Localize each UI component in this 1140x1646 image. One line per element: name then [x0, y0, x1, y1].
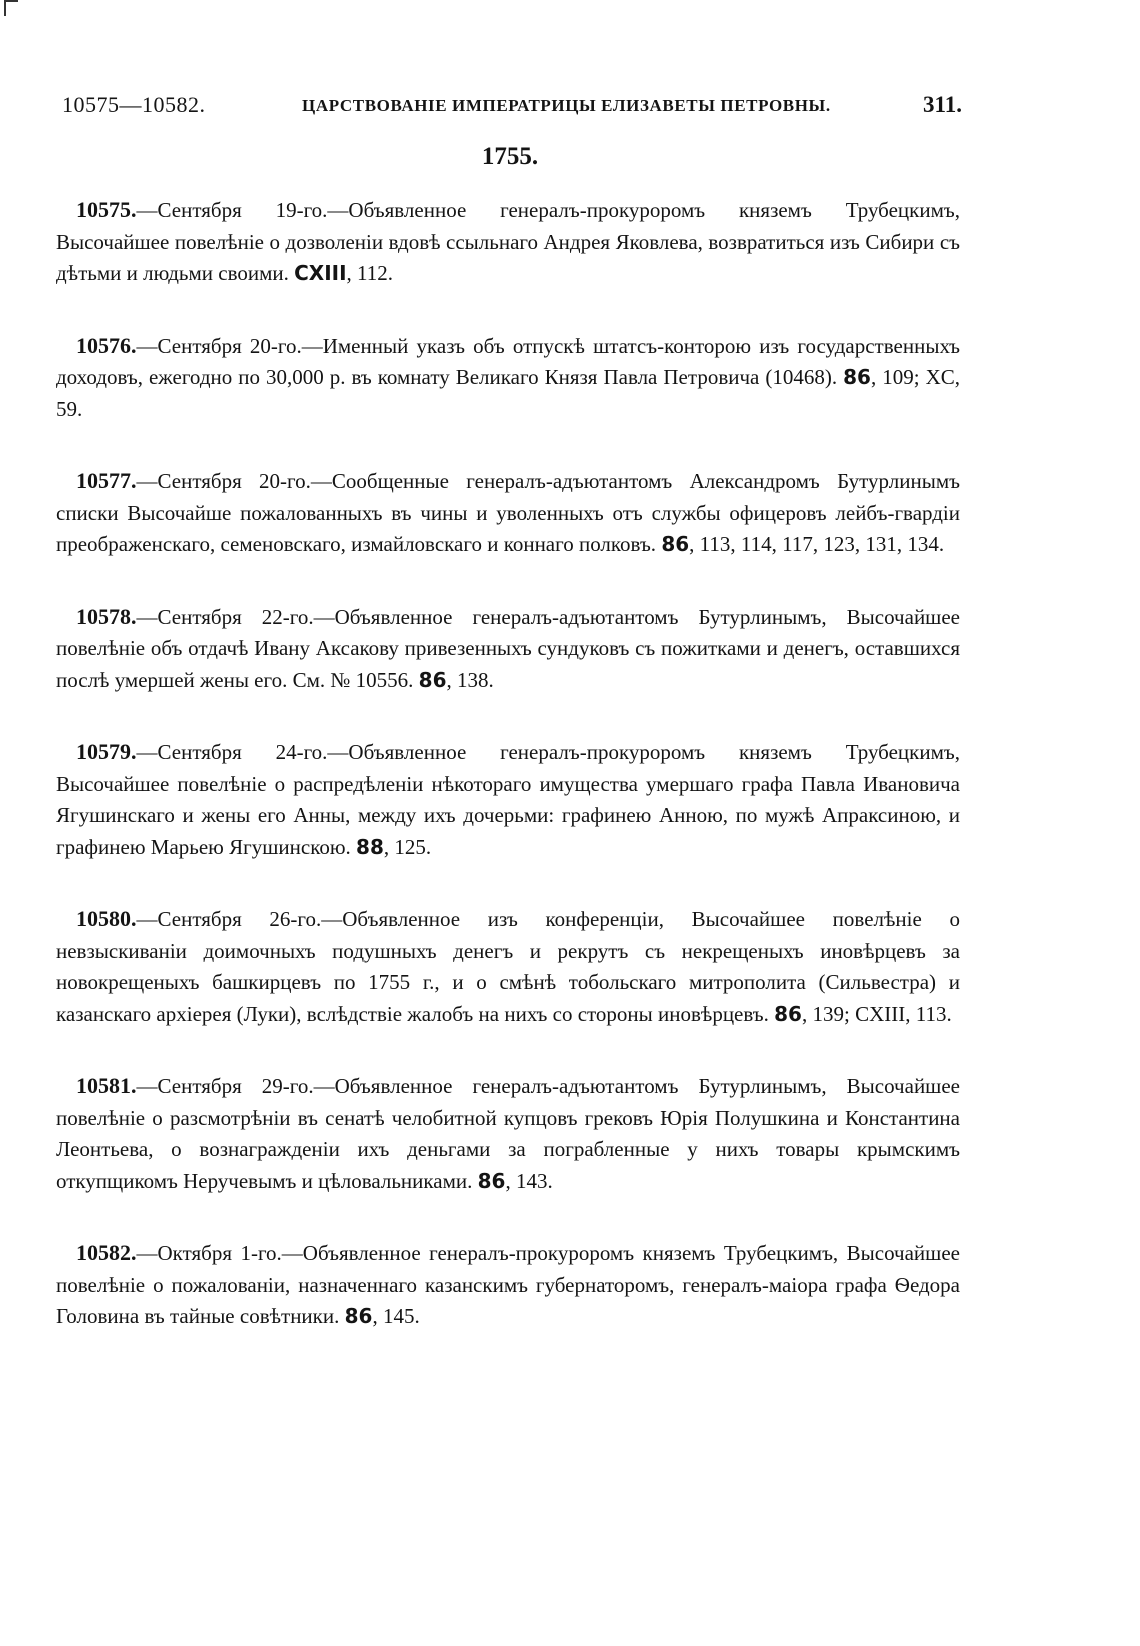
entry-number: 10579.	[76, 739, 137, 764]
entry-10575	[56, 194, 960, 290]
reference-pages: , 145.	[372, 1304, 420, 1328]
reference-volume: 86	[774, 1001, 802, 1026]
reference-volume: 86	[843, 365, 871, 389]
entry-number: 10576.	[76, 332, 137, 358]
entry-number: 10578.	[76, 603, 137, 629]
year-heading: 1755.	[481, 143, 539, 170]
entry-number: 10575.	[76, 197, 137, 222]
corner-crop-mark	[4, 0, 18, 16]
entry-text: —Октября 1-го.—Объявленное генералъ-прокуроромъ княземъ Трубецкимъ, Высочайшее повелѣніе о пожалованіи, назначеннаго казанскимъ губернаторомъ, генералъ-маіора графа Ѳедора Головина въ тайные совѣтники.	[56, 1241, 960, 1328]
entry-text: —Сентября 24-го.—Объявленное генералъ-прокуроромъ княземъ Трубецкимъ, Высочайшее повелѣніе о распредѣленіи нѣкотораго имущества умершаго графа Павла Ивановича Ягушинскаго и жены его Анны, между ихъ дочерьми: графинею Анною, по мужѣ Апраксиною, и графинею Марьею Ягушинскою.	[56, 740, 960, 859]
header-entry-range: 10575—10582.	[62, 92, 206, 117]
reference-volume: 86	[418, 667, 447, 692]
entry-text: —Сентября 26-го.—Объявленное изъ конференціи, Высочайшее повелѣніе о невзыскиваніи доимочныхъ подушныхъ денегъ и рекрутъ съ некрещеныхъ иновѣрцевъ за новокрещеныхъ башкирцевъ по 1755 г., и о смѣнѣ тобольскаго митрополита (Сильвестра) и казанскаго архіерея (Луки), вслѣдствіе жалобъ на нихъ со стороны иновѣрцевъ.	[56, 907, 960, 1026]
page-header	[62, 92, 962, 122]
entry-text: —Сентября 22-го.—Объявленное генералъ-адъютантомъ Бутурлинымъ, Высочайшее повелѣніе объ отдачѣ Ивану Аксакову привезенныхъ сундуковъ съ пожитками и денегъ, оставшихся послѣ умершей жены его. См. № 10556.	[56, 604, 960, 692]
entry-number: 10581.	[76, 1073, 137, 1098]
reference-volume: 86	[661, 532, 690, 556]
entry-number: 10577.	[76, 468, 137, 493]
entry-text: —Сентября 20-го.—Именный указъ объ отпускѣ штатсъ-конторою изъ государственныхъ доходовъ, ежегодно по 30,000 р. въ комнату Великаго Князя Павла Петровича (10468).	[56, 333, 960, 389]
entry-10578	[56, 601, 960, 697]
reference-volume: 88	[356, 834, 384, 859]
entry-10577	[56, 465, 960, 561]
reference-pages: , 125.	[383, 834, 432, 859]
reference-pages: , 112.	[346, 261, 394, 285]
reference-pages: , 139; CXIII, 113.	[801, 1001, 952, 1026]
reference-volume: CXIII	[294, 261, 347, 285]
header-running-title: ЦАРСТВОВАНІЕ ИМПЕРАТРИЦЫ ЕЛИЗАВЕТЫ ПЕТРОВНЫ.	[302, 96, 831, 115]
entry-number: 10580.	[76, 906, 137, 931]
reference-volume: 86	[477, 1168, 506, 1193]
page-number: 311.	[923, 92, 962, 117]
entry-10579	[56, 736, 960, 863]
entry-text: —Сентября 20-го.—Сообщенные генералъ-адъютантомъ Александромъ Бутурлинымъ списки Высочайше пожалованныхъ въ чины и уволенныхъ отъ службы офицеровъ лейбъ-гвардіи преображенскаго, семеновскаго, измайловскаго и коннаго полковъ.	[56, 469, 960, 556]
entry-text: —Сентября 29-го.—Объявленное генералъ-адъютантомъ Бутурлинымъ, Высочайшее повелѣніе о разсмотрѣніи въ сенатѣ челобитной купцовъ грековъ Юрія Полушкина и Константина Леонтьева, о вознагражденіи ихъ деньгами за пограбленные у нихъ товары крымскимъ откупщикомъ Неручевымъ и цѣловальниками.	[56, 1074, 960, 1193]
reference-pages: , 138.	[446, 667, 494, 692]
reference-pages: , 109; XC, 59.	[56, 365, 960, 421]
entry-10576	[56, 330, 960, 426]
reference-volume: 86	[344, 1304, 373, 1328]
entry-number: 10582.	[76, 1240, 137, 1265]
reference-pages: , 113, 114, 117, 123, 131, 134.	[689, 532, 945, 556]
entry-10581	[56, 1070, 960, 1197]
entry-10582	[56, 1237, 960, 1333]
entry-text: —Сентября 19-го.—Объявленное генералъ-прокуроромъ княземъ Трубецкимъ, Высочайшее повелѣніе о дозволеніи вдовѣ ссыльнаго Андрея Яковлева, возвратиться изъ Сибири съ дѣтьми и людьми своими.	[56, 198, 960, 285]
entries-list	[56, 194, 960, 1373]
reference-pages: , 143.	[505, 1168, 553, 1193]
entry-10580	[56, 903, 960, 1030]
